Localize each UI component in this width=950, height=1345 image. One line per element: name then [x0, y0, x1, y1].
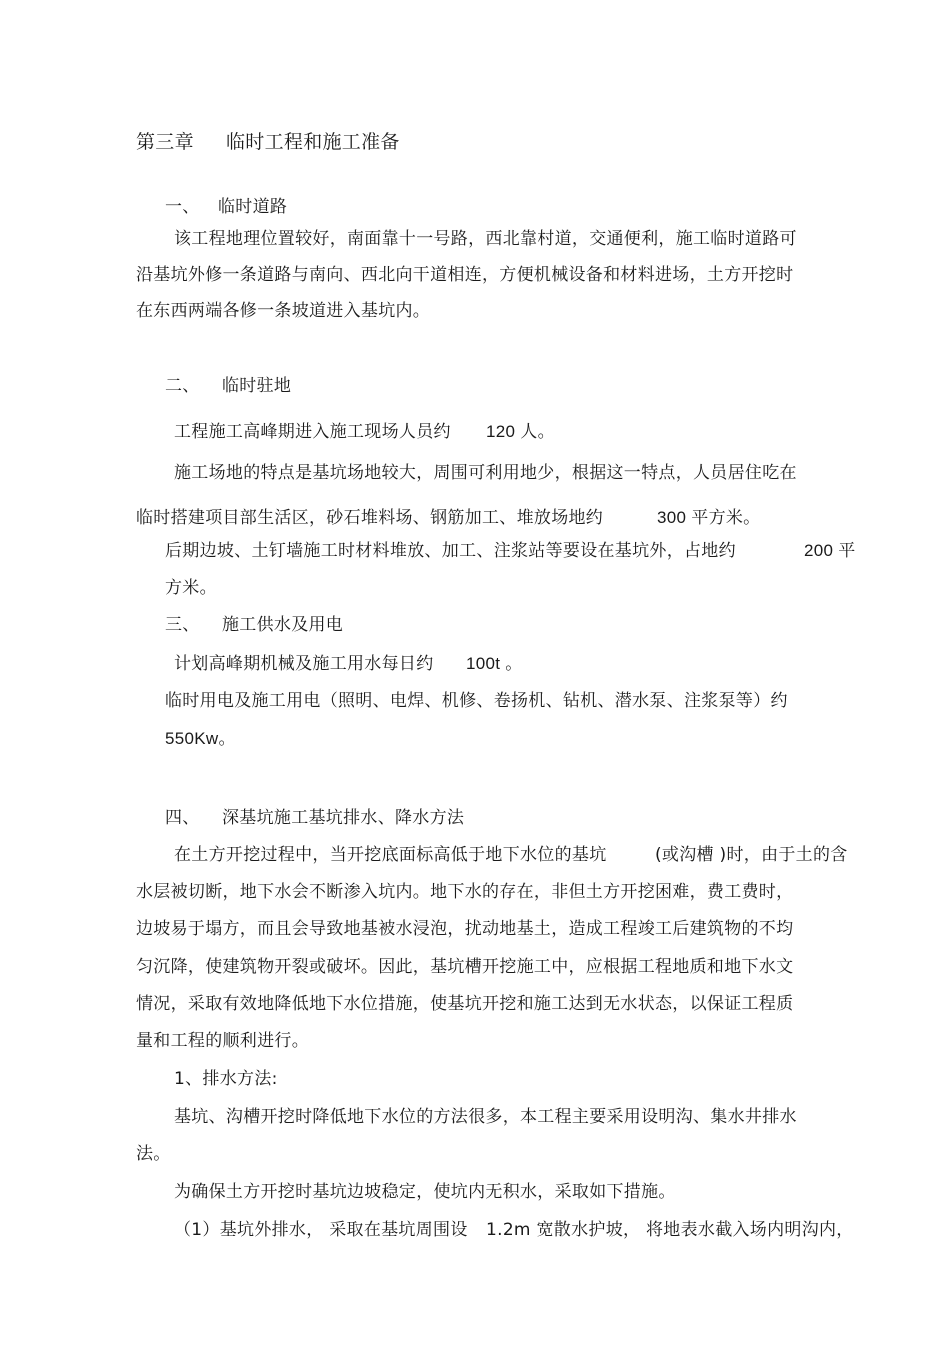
s4-sub1-heading: 1、排水方法:	[174, 1069, 278, 1089]
s4-p1-line-5: 情况，采取有效地降低地下水位措施，使基坑开挖和施工达到无水状态，以保证工程质	[136, 994, 794, 1014]
s4-p1-line-6: 量和工程的顺利进行。	[136, 1031, 309, 1051]
section-2-heading: 临时驻地	[222, 376, 292, 396]
s4-sub1-p3-b: 1.2m 宽散水护坡， 将地表水截入场内明沟内，	[486, 1220, 854, 1240]
s4-p1-line-2: 水层被切断，地下水会不断渗入坑内。地下水的存在，非但土方开挖困难，费工费时，	[136, 882, 794, 902]
s4-sub1-p1-line-1: 基坑、沟槽开挖时降低地下水位的方法很多，本工程主要采用设明沟、集水井排水	[174, 1107, 797, 1127]
s4-p1-line-1a: 在土方开挖过程中，当开挖底面标高低于地下水位的基坑	[174, 845, 607, 865]
s2-p2-value: 300 平方米。	[657, 508, 761, 527]
s1-para-line-1: 该工程地理位置较好，南面靠十一号路，西北靠村道，交通便利，施工临时道路可	[174, 229, 797, 249]
section-2-marker: 二、	[165, 376, 200, 396]
s2-p3-line-2: 方米。	[165, 578, 217, 598]
s1-para-line-3: 在东西两端各修一条坡道进入基坑内。	[136, 301, 431, 321]
s2-p1-value: 120 人。	[486, 422, 555, 441]
s2-p2-line-2: 临时搭建项目部生活区，砂石堆料场、钢筋加工、堆放场地约	[136, 508, 604, 528]
s3-p1-value: 100t 。	[466, 654, 523, 673]
s2-p3-value: 200 平	[804, 541, 856, 560]
s3-p1-text: 计划高峰期机械及施工用水每日约	[174, 654, 434, 674]
s4-p1-line-1b: (或沟槽 )时，由于土的含	[655, 845, 848, 865]
s2-p3-line-1: 后期边坡、土钉墙施工时材料堆放、加工、注浆站等要设在基坑外，占地约	[165, 541, 736, 561]
chapter-title: 临时工程和施工准备	[226, 131, 400, 153]
s4-p1-line-3: 边坡易于塌方，而且会导致地基被水浸泡，扰动地基土，造成工程竣工后建筑物的不均	[136, 919, 794, 939]
s4-sub1-p1-line-2: 法。	[136, 1144, 171, 1164]
s4-sub1-p3-a: （1）基坑外排水， 采取在基坑周围设	[174, 1220, 468, 1240]
section-4-marker: 四、	[165, 808, 200, 828]
s4-p1-line-4: 匀沉降，使建筑物开裂或破坏。因此，基坑槽开挖施工中，应根据工程地质和地下水文	[136, 957, 794, 977]
section-4-heading: 深基坑施工基坑排水、降水方法	[222, 808, 465, 828]
s3-p2-line-2: 550Kw。	[165, 729, 236, 748]
s3-p2-line-1: 临时用电及施工用电（照明、电焊、机修、卷扬机、钻机、潜水泵、注浆泵等）约	[165, 691, 788, 711]
section-1-heading: 临时道路	[218, 197, 288, 217]
s4-sub1-p2: 为确保土方开挖时基坑边坡稳定，使坑内无积水，采取如下措施。	[174, 1182, 676, 1202]
s2-p1-text: 工程施工高峰期进入施工现场人员约	[174, 422, 451, 442]
s2-p2-line-1: 施工场地的特点是基坑场地较大，周围可利用地少，根据这一特点，人员居住吃在	[174, 463, 797, 483]
chapter-number: 第三章	[136, 131, 194, 153]
s1-para-line-2: 沿基坑外修一条道路与南向、西北向干道相连，方便机械设备和材料进场，土方开挖时	[136, 265, 794, 285]
section-3-heading: 施工供水及用电	[222, 615, 344, 635]
section-3-marker: 三、	[165, 615, 200, 635]
section-1-marker: 一、	[165, 197, 200, 217]
